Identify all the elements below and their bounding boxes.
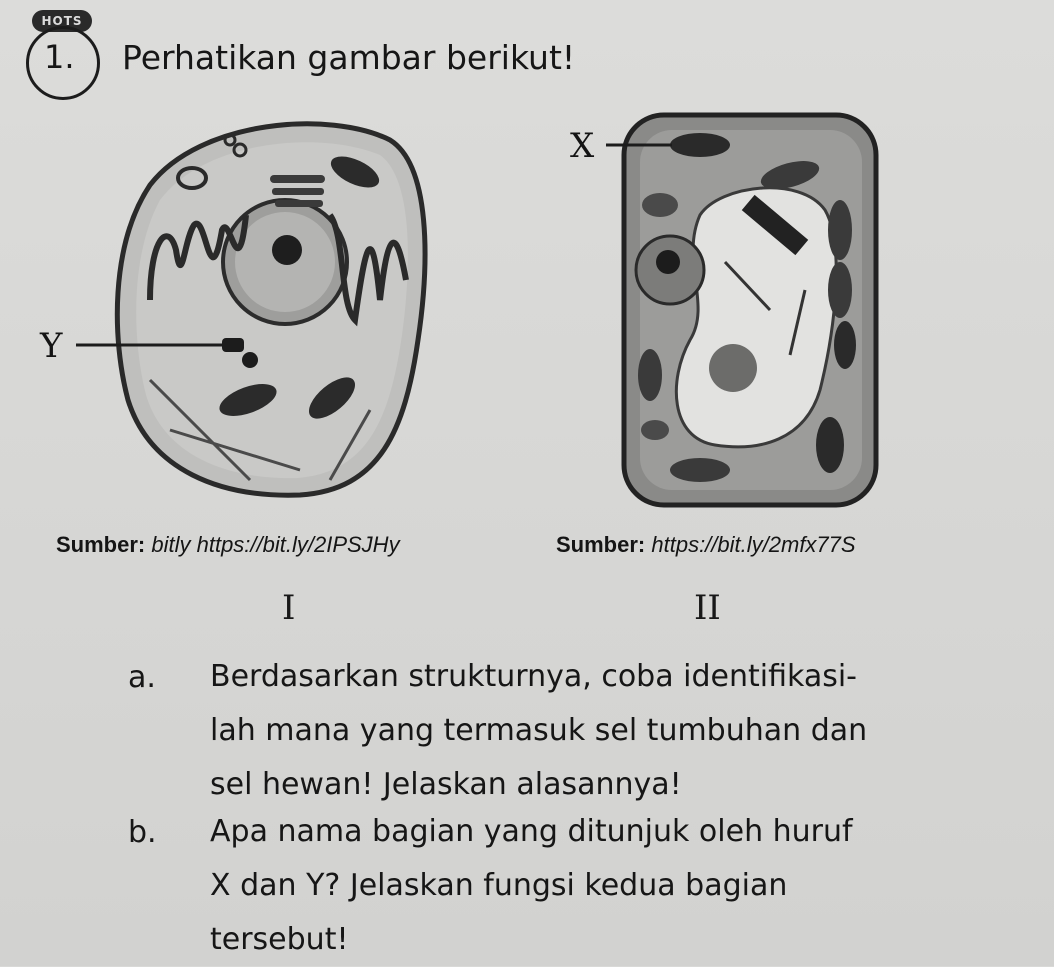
- source-label: Sumber:: [556, 532, 646, 557]
- item-a-line-2: lah mana yang termasuk sel tumbuhan dan: [210, 713, 868, 748]
- item-a-text: [210, 650, 1005, 812]
- item-a-letter: a.: [128, 660, 156, 695]
- plant-cell-image: [606, 115, 876, 505]
- item-b-line-1: Apa nama bagian yang ditunjuk oleh huruf: [210, 814, 853, 849]
- hots-badge: HOTS: [32, 10, 92, 32]
- item-b-text: [210, 805, 1005, 967]
- figure-1-source: [56, 532, 400, 558]
- question-number: 1.: [44, 38, 75, 76]
- item-a-line-3: sel hewan! Jelaskan alasannya!: [210, 767, 682, 802]
- animal-cell-image: [76, 124, 425, 495]
- pointer-label-x: X: [570, 126, 595, 166]
- source-url: https://bit.ly/2mfx77S: [651, 532, 856, 557]
- question-instruction: Perhatikan gambar berikut!: [122, 38, 576, 77]
- figure-2-source: [556, 532, 856, 558]
- item-b-line-2: X dan Y? Jelaskan fungsi kedua bagian: [210, 868, 788, 903]
- figure-2-numeral: II: [694, 588, 721, 628]
- figure-1-numeral: I: [282, 588, 296, 628]
- source-url: bitly https://bit.ly/2IPSJHy: [151, 532, 400, 557]
- item-b-line-3: tersebut!: [210, 922, 349, 957]
- item-a-line-1: Berdasarkan strukturnya, coba identifikasi-: [210, 659, 857, 694]
- pointer-label-y: Y: [40, 326, 63, 366]
- source-label: Sumber:: [56, 532, 146, 557]
- item-b-letter: b.: [128, 815, 157, 850]
